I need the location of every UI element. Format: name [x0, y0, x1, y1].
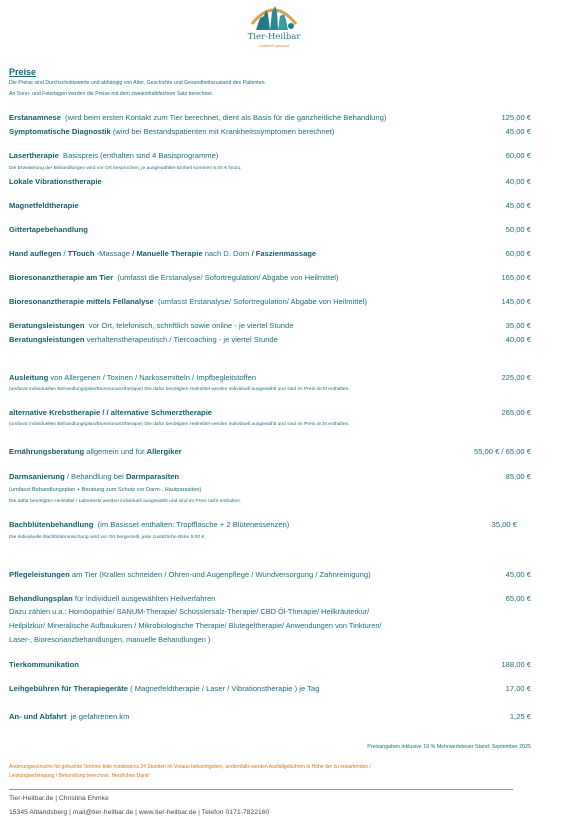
service-price: 45,00 € [505, 201, 531, 210]
service-name: Magnetfeldtherapie [9, 201, 79, 210]
service-price: 225,00 € [501, 373, 531, 382]
service-detail: / Behandlung bei [64, 472, 126, 481]
price-row-leihgebuehren [9, 684, 531, 695]
service-price: 40,00 € [505, 177, 531, 186]
service-name: Allergiker [146, 447, 182, 456]
price-row-hand-auflegen [9, 249, 531, 260]
logo-name: Tier-Heilbar [247, 32, 301, 42]
cancellation-note: Änderungswünsche für gebuchte Termine bitte mindestens 24 Stunden im Voraus bekanntgeben, andernfalls werden Ausfallgebühren in Höhe der zu erwartenden / [9, 764, 371, 770]
separator: / / [100, 408, 111, 417]
service-note: Die dafür benötigten Heilmittel / Labortests werden individuell ausgewählt und sind im Preis nicht enthalten. [9, 499, 242, 504]
service-name: Ernährungsberatung [9, 447, 85, 456]
service-price: 35,00 € [491, 520, 517, 529]
service-price: 55,00 € / 65,00 € [473, 447, 531, 456]
price-row-tierkommunikation [9, 660, 531, 671]
price-row-bioresonanz [9, 273, 531, 284]
service-name: Bioresonanztherapie mittels Fellanalyse [9, 297, 154, 306]
service-detail: nach D. Dorn [202, 249, 252, 258]
service-name: An- und Abfahrt [9, 712, 67, 721]
service-price: 1,25 € [509, 712, 531, 721]
service-price: 17,00 € [505, 684, 531, 693]
service-detail: (wird bei Bestandspatienten mit Krankheitssymptomen berechnet) [112, 127, 335, 136]
service-name: Gittertapebehandlung [9, 225, 88, 234]
price-row-anfahrt [9, 712, 531, 723]
service-name: Beratungsleistungen [9, 335, 85, 344]
service-detail: (wird beim ersten Kontakt zum Tier berechnet, dient als Basis für die ganzheitliche Behandlung) [65, 113, 387, 122]
vat-note: Preisangaben inklusive 19 % Mehrwertsteuer Stand: September 2025 [367, 744, 531, 750]
service-price: 145,00 € [501, 297, 531, 306]
service-price: 45,00 € [505, 127, 531, 136]
separator: / [132, 249, 137, 258]
price-row-magnetfeldtherapie [9, 201, 531, 212]
service-description-line: Laser-, Bioresonanzbehandlungen, manuelle Behandlungen ) [9, 635, 211, 644]
service-detail: je gefahrenen km [70, 712, 130, 721]
service-name: alternative Krebstherapie [9, 408, 101, 417]
price-row-behandlungsplan [9, 594, 531, 605]
service-note: Die Erweiterung der Behandlungen wird vor Ort besprochen, je ausgewählter Einheit kommen 5,00 € hinzu. [9, 166, 242, 171]
service-price: 60,00 € [505, 151, 531, 160]
service-price: 35,00 € [505, 321, 531, 330]
service-description-line: Heilpilzkur/ Mineralische Aufbaukuren / Mikrobiologische Therapie/ Blutegeltherapie/ Anwendungen von Tinkturen/ [9, 621, 382, 630]
service-price: 265,00 € [501, 408, 531, 417]
cancellation-note: Leistungserbringung / Behandlung berechnet. Herzlichen Dank! [9, 773, 150, 779]
price-row-gittertape [9, 225, 531, 236]
service-name: TTouch [67, 249, 95, 258]
service-detail: am Tier (Krallen schneiden / Ohren-und Augenpflege / Wundversorgung / Zahnreinigung) [71, 570, 371, 579]
service-detail: -Massage [94, 249, 133, 258]
price-row-lasertherapie [9, 151, 531, 162]
service-name: Symptomatische Diagnostik [9, 127, 111, 136]
service-price: 165,00 € [501, 273, 531, 282]
service-price: 188,00 € [501, 660, 531, 669]
service-name: Ausleitung [9, 373, 49, 382]
service-name: Manuelle Therapie [136, 249, 203, 258]
service-name: Pflegeleistungen [9, 570, 70, 579]
service-name: Leihgebühren für Therapiegeräte [9, 684, 128, 693]
service-name: Erstanamnese [9, 113, 61, 122]
service-detail: ( Magnetfeldtherapie / Laser / Vibrationstherapie ) je Tag [130, 684, 320, 693]
service-name: Bachblütenbehandlung [9, 520, 94, 529]
service-note: (umfasst Behandlungsplan + Beratung zum Schutz vor Darm-, Hautparasiten) [9, 487, 202, 493]
service-name: alternative Schmerztherapie [110, 408, 213, 417]
separator: / [61, 249, 68, 258]
service-name: Darmsanierung [9, 472, 65, 481]
price-row-krebstherapie [9, 408, 531, 419]
separator: / [251, 249, 256, 258]
price-row-beratung [9, 321, 531, 332]
service-name: Beratungsleistungen [9, 321, 85, 330]
service-name: Bioresonanztherapie am Tier [9, 273, 114, 282]
price-row-bachblueten [9, 520, 531, 531]
price-row-ausleitung [9, 373, 531, 384]
service-price: 40,00 € [505, 335, 531, 344]
price-row-ernaehrungsberatung [9, 447, 531, 458]
service-name: Behandlungsplan [9, 594, 73, 603]
price-row-darmsanierung [9, 472, 531, 483]
price-row-symptomatische-diagnostik [9, 127, 531, 138]
service-price: 60,00 € [505, 249, 531, 258]
service-note: Die individuelle Bachblütenmischung wird vor Ort hergestellt, jede zusätzliche Blüte 5,00 € [9, 535, 205, 540]
intro-line: An Sonn- und Feiertagen werden die Preise mit dem zweieinhalbfachem Satz berechnet. [9, 91, 214, 97]
service-detail: von Allergenen / Toxinen / Narkosemitteln / Impfbegleitstoffen [50, 373, 257, 382]
service-detail: (im Basisset enthalten: Tropfflasche + 2 Blütenessenzen) [97, 520, 290, 529]
service-name: Lokale Vibrationstherapie [9, 177, 102, 186]
service-detail: Basispreis (enthalten sind 4 Basisprogramme) [63, 151, 219, 160]
service-detail: vor Ort, telefonisch, schriftlich sowie online - je viertel Stunde [88, 321, 294, 330]
service-name: Faszienmassage [255, 249, 317, 258]
service-detail: (umfasst die Erstanalyse/ Sofortregulation/ Abgabe von Heilmittel) [117, 273, 339, 282]
footer-divider [9, 789, 513, 790]
intro-line: Die Preise sind Durchschnittswerte und abhängig von Alter, Geschichte und Gesundheitszustand des Patienten. [9, 80, 266, 86]
service-price: 125,00 € [501, 113, 531, 122]
price-row-beratung-verhalten [9, 335, 531, 346]
service-detail: (umfasst Erstanalyse/ Sofortregulation/ Abgabe von Heilmittel) [158, 297, 367, 306]
animals-logo-icon [248, 2, 300, 32]
service-name: Lasertherapie [9, 151, 59, 160]
logo-tagline: natürlich gesund [259, 43, 289, 48]
service-detail: allgemein und für [84, 447, 147, 456]
service-note: (umfasst individuellen Behandlungsplan/Bioresonanztherapie) Die dafür benötigten Heilmittel werden individuell ausgewählt und sind im Preis nicht enthalten. [9, 422, 350, 427]
service-price: 65,00 € [505, 594, 531, 603]
logo [238, 2, 310, 52]
price-row-bioresonanz-fellanalyse [9, 297, 531, 308]
service-detail: für individuell ausgewählten Heilverfahren [74, 594, 216, 603]
footer-company: Tier-Heilbar.de | Christina Ehmke [9, 795, 109, 802]
service-price: 45,00 € [505, 570, 531, 579]
footer-contact: 15345 Altlandsberg | mail@tier-heilbar.de | www.tier-heilbar.de | Telefon 0171-7822160 [9, 809, 270, 816]
service-price: 85,00 € [505, 472, 531, 481]
service-note: (umfasst individuellen Behandlungsplan/Bioresonanztherapie) Die dafür benötigten Heilmittel werden individuell ausgewählt und sind im Preis nicht enthalten. [9, 387, 350, 392]
service-price: 50,00 € [505, 225, 531, 234]
service-name: Tierkommunikation [9, 660, 79, 669]
page-title: Preise [9, 67, 37, 77]
price-row-vibrationstherapie [9, 177, 531, 188]
price-row-pflegeleistungen [9, 570, 531, 581]
price-row-erstanamnese [9, 113, 531, 124]
service-name: Darmparasiten [125, 472, 180, 481]
service-detail: verhaltenstherapeutisch / Tiercoaching - je viertel Stunde [86, 335, 278, 344]
service-description-line: Dazu zählen u.a.: Homöopathie/ SANUM-Therapie/ Schüsslersalz-Therapie/ CBD Öl-Therapie/ Heilkräuterkur/ [9, 607, 370, 616]
service-name: Hand auflegen [9, 249, 62, 258]
